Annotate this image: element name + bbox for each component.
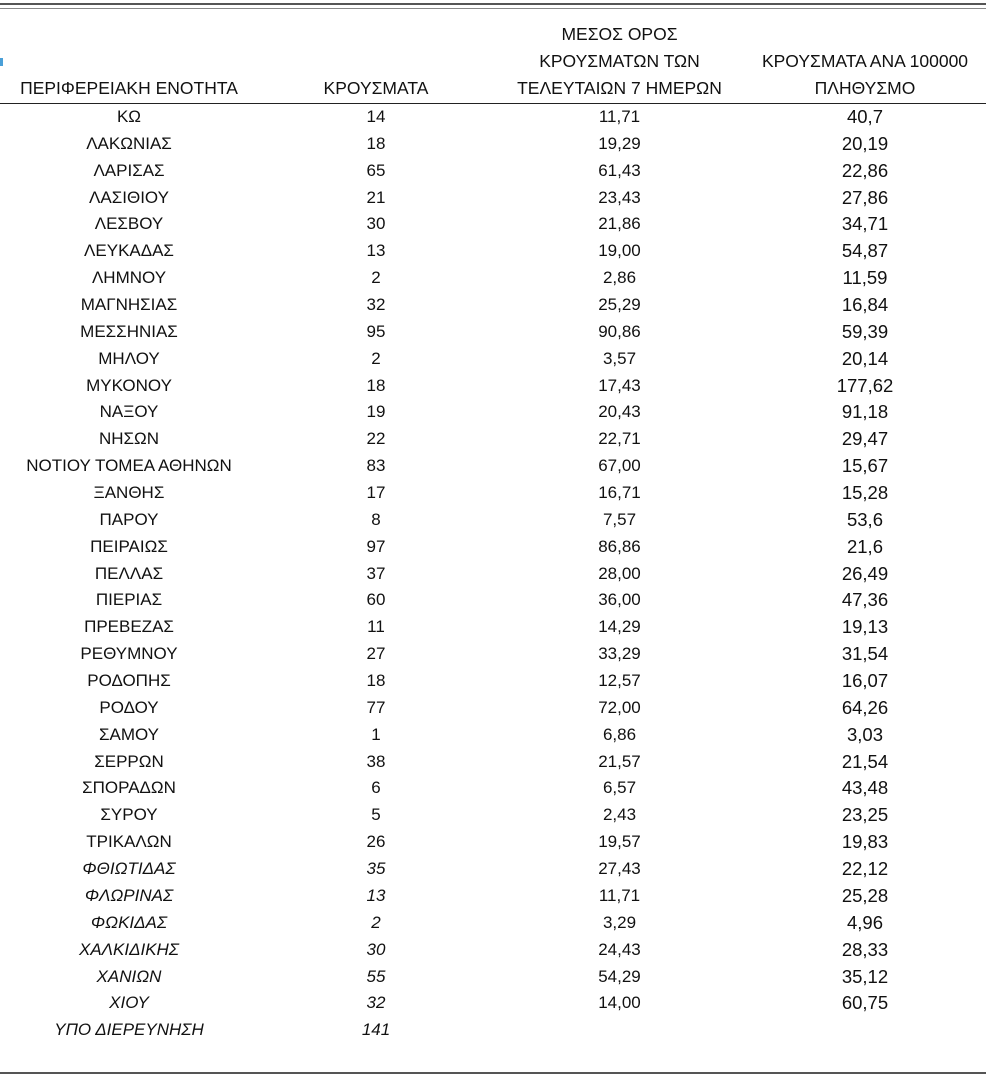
cell-avg7: 86,86: [598, 536, 641, 556]
table-row: [0, 802, 1000, 829]
cell-cases: 11: [367, 617, 385, 637]
cell-region: ΦΘΙΩΤΙΔΑΣ: [82, 859, 176, 879]
header-per100k-line2: ΠΛΗΘΥΣΜΟ: [814, 78, 916, 98]
cell-cases: 18: [366, 671, 386, 691]
cell-region: ΧΑΝΙΩΝ: [96, 966, 162, 986]
cell-region: ΡΕΘΥΜΝΟΥ: [80, 644, 178, 664]
cell-per100k: 23,25: [841, 804, 889, 826]
cell-cases: 141: [361, 1020, 391, 1040]
cell-avg7: 72,00: [598, 697, 641, 717]
cell-per100k: 34,71: [841, 213, 889, 235]
cell-cases: 21: [366, 187, 386, 207]
cell-cases: 14: [366, 107, 386, 126]
top-border-line: [0, 3, 986, 5]
header-avg7-line1: ΜΕΣΟΣ ΟΡΟΣ: [561, 24, 678, 44]
cell-avg7: 22,71: [598, 429, 641, 449]
cell-per100k: 53,6: [846, 508, 883, 530]
cell-per100k: 40,7: [846, 106, 883, 127]
header-cases: [300, 75, 452, 102]
table-row: [0, 507, 1000, 534]
cell-avg7: 67,00: [598, 456, 641, 476]
cell-per100k: 15,28: [841, 482, 889, 504]
cell-cases: 65: [366, 160, 386, 180]
cell-region: ΚΩ: [116, 107, 142, 126]
table-row: [0, 883, 1000, 910]
cell-avg7: 23,43: [598, 187, 641, 207]
cell-region: ΠΕΙΡΑΙΩΣ: [90, 536, 168, 556]
table-row: [0, 910, 1000, 937]
cell-region: ΠΑΡΟΥ: [99, 509, 159, 529]
cell-cases: 95: [366, 321, 386, 341]
table-row: [0, 453, 1000, 480]
cell-cases: 83: [366, 456, 386, 476]
table-row: [0, 775, 1000, 802]
table-row: [0, 722, 1000, 749]
cell-region: ΝΟΤΙΟΥ ΤΟΜΕΑ ΑΘΗΝΩΝ: [26, 456, 232, 476]
cell-region: ΡΟΔΟΥ: [99, 697, 159, 717]
cell-per100k: 27,86: [841, 186, 889, 208]
cell-per100k: 22,86: [841, 159, 889, 181]
cell-per100k: 64,26: [841, 696, 889, 718]
cell-avg7: 11,71: [598, 107, 641, 126]
cell-avg7: 2,43: [602, 805, 637, 825]
table-row: [0, 856, 1000, 883]
cell-region: ΥΠΟ ΔΙΕΡΕΥΝΗΣΗ: [54, 1020, 204, 1040]
table-row: [0, 614, 1000, 641]
cell-cases: 30: [366, 214, 386, 234]
cell-avg7: 61,43: [598, 160, 641, 180]
cell-region: ΦΩΚΙΔΑΣ: [90, 912, 168, 932]
table-row: [0, 373, 1000, 400]
cell-cases: 17: [366, 483, 386, 503]
table-row: [0, 292, 1000, 319]
cell-avg7: 19,00: [598, 241, 641, 261]
cell-avg7: 36,00: [598, 590, 641, 610]
header-region-label: ΠΕΡΙΦΕΡΕΙΑΚΗ ΕΝΟΤΗΤΑ: [20, 78, 238, 98]
cell-per100k: 60,75: [841, 992, 889, 1014]
cell-region: ΜΕΣΣΗΝΙΑΣ: [80, 321, 178, 341]
cell-cases: 8: [371, 509, 381, 529]
table-row: [0, 158, 1000, 185]
cell-cases: 2: [371, 268, 381, 288]
cell-avg7: 17,43: [598, 375, 641, 395]
table-row: [0, 990, 1000, 1017]
cell-avg7: 21,57: [598, 751, 641, 771]
cell-region: ΣΠΟΡΑΔΩΝ: [82, 778, 176, 798]
cell-cases: 18: [366, 375, 386, 395]
cell-per100k: 20,19: [841, 132, 889, 154]
cell-avg7: 90,86: [598, 321, 641, 341]
header-avg7: [497, 21, 742, 102]
cell-avg7: 16,71: [598, 483, 641, 503]
cell-cases: 32: [366, 993, 386, 1013]
cell-avg7: 14,00: [598, 993, 641, 1013]
cell-per100k: 26,49: [841, 562, 889, 584]
cell-per100k: 28,33: [841, 938, 889, 960]
cell-cases: 13: [366, 241, 386, 261]
cell-avg7: 24,43: [598, 939, 641, 959]
table-row: [0, 346, 1000, 373]
cell-avg7: 3,57: [602, 348, 637, 368]
cell-cases: 18: [366, 133, 386, 153]
table-row: [0, 937, 1000, 964]
cell-region: ΠΕΛΛΑΣ: [94, 563, 164, 583]
cell-cases: 1: [371, 724, 381, 744]
cell-avg7: 54,29: [598, 966, 641, 986]
table-row: [0, 211, 1000, 238]
cell-cases: 22: [366, 429, 386, 449]
cell-region: ΝΗΣΩΝ: [98, 429, 160, 449]
table-row: [0, 104, 1000, 131]
cell-per100k: 15,67: [841, 455, 889, 477]
cell-cases: 35: [366, 859, 386, 879]
cell-cases: 6: [371, 778, 381, 798]
cell-per100k: 19,83: [841, 831, 889, 853]
cell-region: ΛΑΣΙΘΙΟΥ: [89, 187, 169, 207]
cell-per100k: 91,18: [841, 401, 889, 423]
table-row: [0, 587, 1000, 614]
cell-cases: 30: [366, 939, 386, 959]
cell-region: ΛΑΚΩΝΙΑΣ: [86, 133, 172, 153]
cell-per100k: 22,12: [841, 858, 889, 880]
cell-region: ΠΙΕΡΙΑΣ: [95, 590, 163, 610]
cell-per100k: 21,6: [846, 535, 883, 557]
cell-avg7: 2,86: [602, 268, 637, 288]
cell-cases: 38: [366, 751, 386, 771]
cell-region: ΧΙΟΥ: [109, 993, 149, 1013]
table-row: [0, 668, 1000, 695]
cell-avg7: 14,29: [598, 617, 641, 637]
table-row: [0, 185, 1000, 212]
cell-region: ΣΥΡΟΥ: [100, 805, 158, 825]
cell-cases: 5: [371, 805, 381, 825]
cell-per100k: 31,54: [841, 643, 889, 665]
cell-avg7: 20,43: [598, 402, 641, 422]
cell-cases: 13: [366, 885, 386, 905]
cell-avg7: 28,00: [598, 563, 641, 583]
header-cases-label: ΚΡΟΥΣΜΑΤΑ: [323, 78, 429, 98]
cell-avg7: 27,43: [598, 859, 641, 879]
cell-avg7: 19,29: [598, 133, 641, 153]
cell-per100k: 177,62: [836, 374, 894, 396]
cell-avg7: 7,57: [602, 509, 637, 529]
table-row: [0, 561, 1000, 588]
bottom-border-line: [0, 1072, 986, 1074]
cell-avg7: 3,29: [602, 912, 637, 932]
cell-region: ΧΑΛΚΙΔΙΚΗΣ: [78, 939, 180, 959]
table-row: [0, 829, 1000, 856]
cell-cases: 60: [366, 590, 386, 610]
cell-cases: 19: [366, 402, 386, 422]
cell-avg7: 6,86: [602, 724, 637, 744]
cell-region: ΣΕΡΡΩΝ: [94, 751, 164, 771]
cell-per100k: 11,59: [842, 267, 888, 289]
cell-per100k: 43,48: [841, 777, 889, 799]
cell-per100k: 35,12: [841, 965, 889, 987]
cell-per100k: 47,36: [841, 589, 889, 611]
table-row: [0, 964, 1000, 991]
cell-per100k: 4,96: [846, 911, 883, 933]
header-avg7-line2: ΚΡΟΥΣΜΑΤΩΝ ΤΩΝ: [539, 51, 700, 71]
header-per100k: [740, 48, 990, 102]
table-row: [0, 1017, 1000, 1044]
cell-region: ΛΕΥΚΑΔΑΣ: [84, 241, 174, 261]
cell-cases: 37: [366, 563, 386, 583]
cell-avg7: 19,57: [598, 832, 641, 852]
cell-avg7: 6,57: [602, 778, 637, 798]
header-per100k-line1: ΚΡΟΥΣΜΑΤΑ ΑΝΑ 100000: [761, 51, 969, 71]
top-border-line-thin: [0, 8, 986, 9]
cell-region: ΦΛΩΡΙΝΑΣ: [84, 885, 174, 905]
cell-per100k: 3,03: [846, 723, 883, 745]
cell-per100k: 19,13: [841, 616, 889, 638]
cell-region: ΣΑΜΟΥ: [98, 724, 160, 744]
cell-per100k: 16,84: [841, 294, 889, 316]
table-row: [0, 480, 1000, 507]
cell-region: ΜΥΚΟΝΟΥ: [86, 375, 172, 395]
table-row: [0, 695, 1000, 722]
table-row: [0, 399, 1000, 426]
cell-region: ΜΗΛΟΥ: [98, 348, 160, 368]
cell-cases: 2: [371, 348, 381, 368]
cell-per100k: 21,54: [841, 750, 889, 772]
cell-per100k: 25,28: [841, 884, 889, 906]
cell-region: ΛΗΜΝΟΥ: [91, 268, 167, 288]
table-row: [0, 238, 1000, 265]
cell-region: ΜΑΓΝΗΣΙΑΣ: [80, 295, 178, 315]
cell-region: ΠΡΕΒΕΖΑΣ: [84, 617, 174, 637]
cell-per100k: 29,47: [841, 428, 889, 450]
cell-cases: 97: [366, 536, 386, 556]
cell-avg7: 12,57: [598, 671, 641, 691]
cell-per100k: 16,07: [841, 670, 889, 692]
cell-per100k: 54,87: [841, 240, 889, 262]
cell-region: ΡΟΔΟΠΗΣ: [87, 671, 171, 691]
cell-region: ΝΑΞΟΥ: [99, 402, 159, 422]
table-header: [0, 24, 1000, 102]
cell-cases: 26: [366, 832, 386, 852]
cell-region: ΛΕΣΒΟΥ: [94, 214, 164, 234]
table-row: [0, 534, 1000, 561]
cell-avg7: 11,71: [598, 885, 641, 905]
cell-cases: 32: [366, 295, 386, 315]
cell-avg7: 33,29: [598, 644, 641, 664]
cell-per100k: 20,14: [841, 347, 889, 369]
cell-cases: 55: [366, 966, 386, 986]
cell-cases: 2: [371, 912, 381, 932]
cell-region: ΤΡΙΚΑΛΩΝ: [86, 832, 172, 852]
cell-avg7: 21,86: [598, 214, 641, 234]
cell-cases: 77: [366, 697, 386, 717]
cell-region: ΛΑΡΙΣΑΣ: [93, 160, 165, 180]
cell-avg7: 25,29: [598, 295, 641, 315]
table-row: [0, 749, 1000, 776]
cell-region: ΞΑΝΘΗΣ: [93, 483, 165, 503]
table-row: [0, 426, 1000, 453]
table-body: [0, 104, 1000, 1044]
cell-cases: 27: [366, 644, 386, 664]
cell-per100k: 59,39: [841, 320, 889, 342]
table-row: [0, 641, 1000, 668]
header-region: [0, 75, 258, 102]
header-avg7-line3: ΤΕΛΕΥΤΑΙΩΝ 7 ΗΜΕΡΩΝ: [517, 78, 722, 98]
table-row: [0, 319, 1000, 346]
table-row: [0, 265, 1000, 292]
table-row: [0, 131, 1000, 158]
